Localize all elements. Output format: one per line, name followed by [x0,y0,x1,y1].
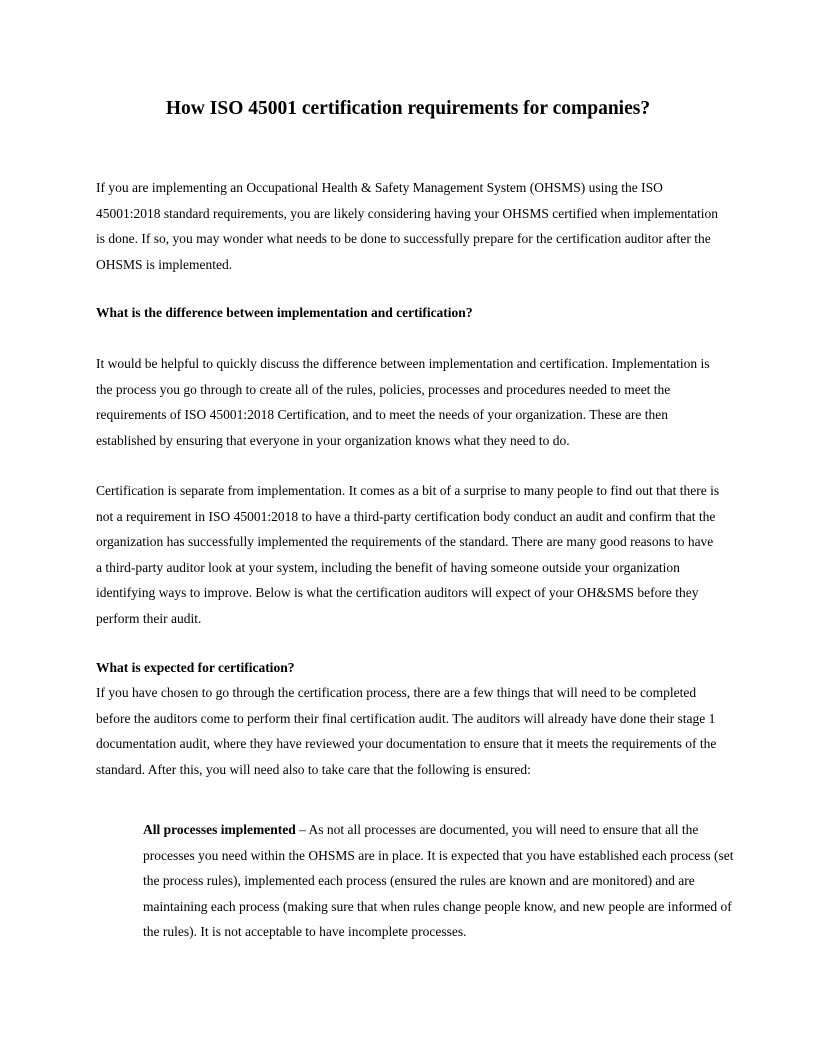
section-1-paragraph-1: It would be helpful to quickly discuss the difference between implementation and certification. Implementation is the process you go through to create all of the rules, policies, processes and procedures needed to meet the requirements of ISO 45001:2018 Certification, and to meet the needs of your organization. These are then established by ensuring that everyone in your organization knows what they need to do. [96,356,710,448]
intro-paragraph: If you are implementing an Occupational Health & Safety Management System (OHSMS) using the ISO 45001:2018 standard requirements, you are likely considering having your OHSMS certified when implementation is done. If so, you may wonder what needs to be done to successfully prepare for the certification auditor after the OHSMS is implemented. [96,180,718,272]
list-item-all-processes [143,817,743,945]
list-item-text: – As not all processes are documented, you will need to ensure that all the processes you need within the OHSMS are in place. It is expected that you have established each process (set the process rules), implemented each process (ensured the rules are known and are monitored) and are maintaining each process (making sure that when rules change people know, and new people are informed of the rules). It is not acceptable to have incomplete processes. [143,822,734,939]
page-title: How ISO 45001 certification requirements for companies? [165,98,651,119]
section-2-paragraph-1: If you have chosen to go through the certification process, there are a few things that will need to be completed before the auditors come to perform their final certification audit. The auditors will already have done their stage 1 documentation audit, where they have reviewed your documentation to ensure that it meets the requirements of the standard. After this, you will need also to take care that the following is ensured: [96,685,717,777]
section-1-paragraph-2: Certification is separate from implementation. It comes as a bit of a surprise to many people to find out that there is not a requirement in ISO 45001:2018 to have a third-party certification body conduct an audit and confirm that the organization has successfully implemented the requirements of the standard. There are many good reasons to have a third-party auditor look at your system, including the benefit of having someone outside your organization identifying ways to improve. Below is what the certification auditors will expect of your OH&SMS before they perform their audit. [96,483,720,626]
list-item-label: All processes implemented [143,822,296,837]
section-heading-difference: What is the difference between implementation and certification? [96,305,473,320]
section-heading-expected: What is expected for certification? [96,660,295,675]
